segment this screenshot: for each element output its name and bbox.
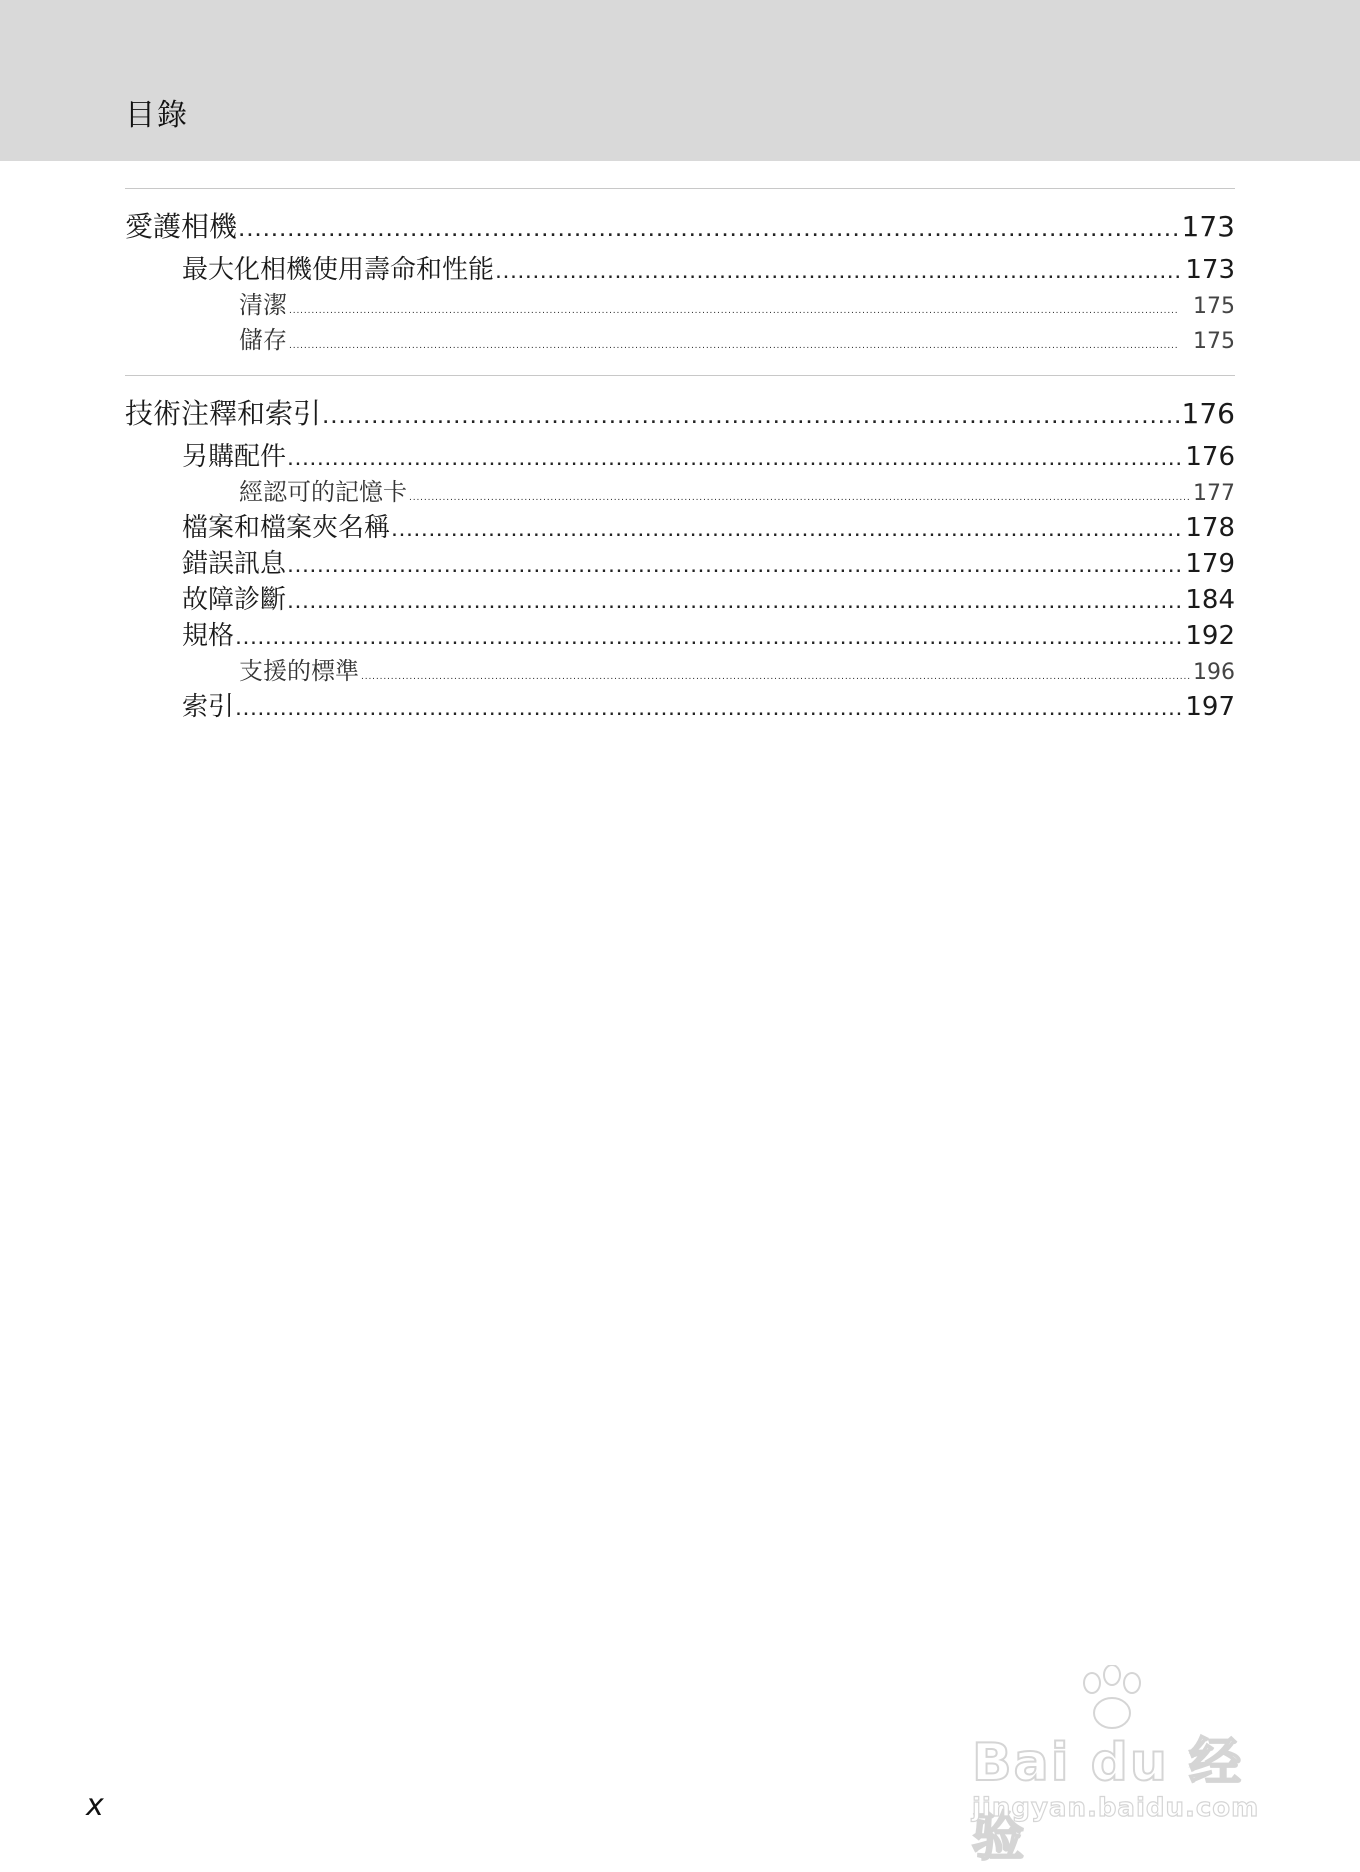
toc-entry-page: 177 [1193,481,1235,506]
toc-entry-label: 錯誤訊息 [182,549,287,579]
dot-leader [236,633,1183,648]
dot-leader [288,561,1183,576]
dot-leader [288,597,1183,612]
toc-entry-label: 經認可的記憶卡 [239,478,407,506]
baidu-watermark [962,1665,1282,1868]
toc-entry-page: 197 [1185,692,1235,722]
dot-leader [361,672,1191,682]
toc-entry-page: 173 [1181,210,1235,243]
dot-leader [289,306,1191,316]
toc-entry[interactable] [125,651,1235,686]
toc-entry-label: 儲存 [239,326,287,354]
toc-entry-page: 173 [1185,255,1235,285]
toc-entry-page: 179 [1185,549,1235,579]
watermark-url-text: jingyan.baidu.com [972,1793,1260,1823]
toc-entry-page: 176 [1181,397,1235,430]
toc-entry-page: 178 [1185,513,1235,543]
dot-leader [239,224,1180,240]
toc-entry-label: 檔案和檔案夾名稱 [182,513,391,543]
toc-entry-page: 192 [1185,621,1235,651]
dot-leader [288,454,1183,469]
page-title: 目錄 [125,98,189,133]
toc-entry[interactable] [125,436,1235,472]
toc-entry-label: 最大化相機使用壽命和性能 [182,255,495,285]
toc-entry-label: 支援的標準 [239,657,359,685]
toc-entry-page: 175 [1193,294,1235,319]
toc-entry-label: 故障診斷 [182,585,287,615]
toc-entry-page: 176 [1185,442,1235,472]
toc-entry[interactable] [125,615,1235,651]
dot-leader [496,267,1183,282]
toc-entry[interactable] [125,507,1235,543]
toc-entry[interactable] [125,472,1235,507]
toc-entry[interactable] [125,285,1235,320]
watermark-logo-text: Bai du 经验 [972,1733,1243,1868]
toc-entry[interactable] [125,205,1235,249]
toc-entry[interactable] [125,249,1235,285]
page-number-marker: x [86,1788,104,1823]
header-band [0,0,1360,161]
toc-entry-page: 184 [1185,585,1235,615]
toc-entry-label: 索引 [182,692,235,722]
toc-entry-page: 175 [1193,329,1235,354]
toc-entry-page: 196 [1193,660,1235,685]
dot-leader [409,493,1191,503]
toc-entry[interactable] [125,543,1235,579]
toc-entry[interactable] [125,392,1235,436]
dot-leader [392,525,1183,540]
toc-entry[interactable] [125,686,1235,722]
toc-section-care [125,188,1235,355]
toc-entry-label: 清潔 [239,291,287,319]
toc-entry-label: 技術注釋和索引 [125,397,322,430]
toc-entry[interactable] [125,320,1235,355]
dot-leader [323,411,1180,427]
toc-section-technical [125,375,1235,722]
toc-entry-label: 愛護相機 [125,210,238,243]
dot-leader [289,341,1191,351]
toc-entry-label: 另購配件 [182,442,287,472]
toc-entry-label: 規格 [182,621,235,651]
toc-entry[interactable] [125,579,1235,615]
dot-leader [236,704,1183,719]
